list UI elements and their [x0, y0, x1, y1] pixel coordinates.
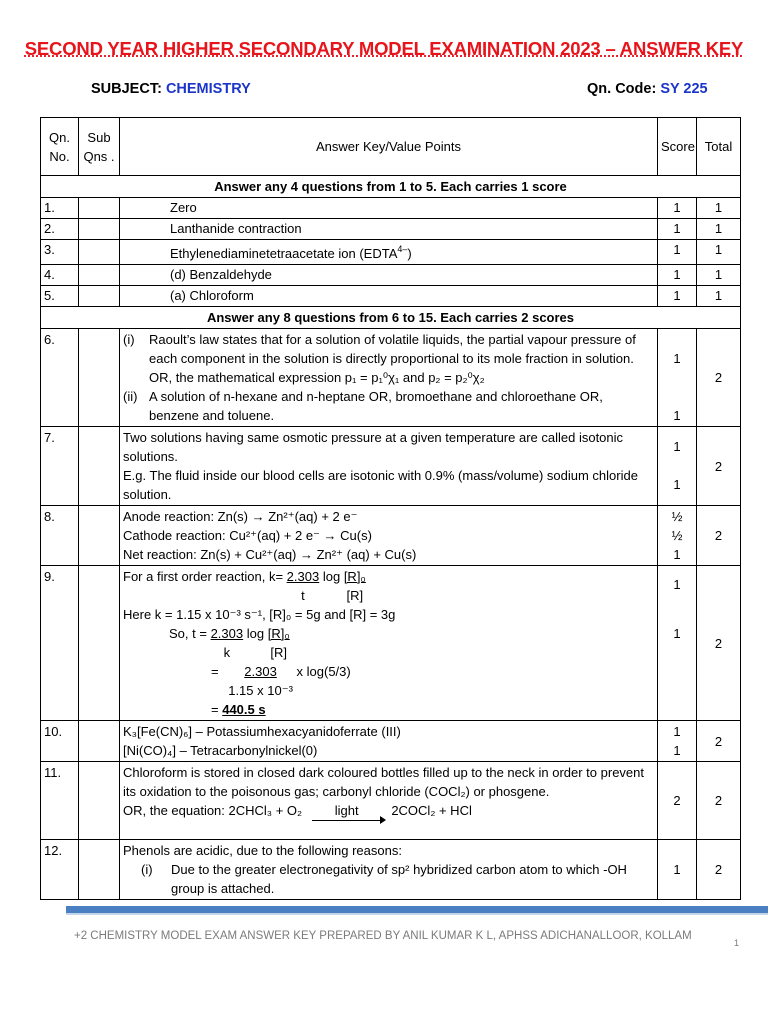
table-row: [41, 219, 741, 240]
question-number: 9.: [41, 566, 79, 721]
answer-key-table: [40, 117, 741, 900]
answer-text: [120, 329, 658, 427]
score-value: 1: [658, 240, 697, 265]
table-row: [41, 240, 741, 265]
score-value: 1: [658, 840, 697, 900]
answer-text: Lanthanide contraction: [120, 219, 658, 240]
subject-label: SUBJECT:: [91, 81, 162, 97]
sub-question: [79, 240, 120, 265]
header-qn-no: Qn. No.: [41, 118, 79, 176]
table-row: [41, 427, 741, 506]
answer-text: [120, 240, 658, 265]
total-value: 2: [697, 329, 741, 427]
subject-value: CHEMISTRY: [165, 81, 251, 97]
table-row: [41, 265, 741, 286]
table-row: [41, 721, 741, 762]
sub-question: [79, 762, 120, 840]
page-title: SECOND YEAR HIGHER SECONDARY MODEL EXAMINATION 2023 – ANSWER KEY: [24, 38, 744, 59]
total-value: 2: [697, 840, 741, 900]
score-value: 1: [658, 265, 697, 286]
score-value: 2: [658, 762, 697, 840]
section-heading-2: Answer any 8 questions from 6 to 15. Each carries 2 scores: [41, 307, 741, 329]
score-value: 1 1: [658, 329, 697, 427]
header-total: Total: [697, 118, 741, 176]
question-number: 1.: [41, 198, 79, 219]
total-value: 2: [697, 762, 741, 840]
question-number: 11.: [41, 762, 79, 840]
sub-question: [79, 566, 120, 721]
footer-divider: [66, 906, 768, 913]
sub-question: [79, 506, 120, 566]
score-value: 1: [658, 286, 697, 307]
score-value: 1 1: [658, 566, 697, 721]
table-row: [41, 286, 741, 307]
sub-question: [79, 219, 120, 240]
answer-close: ): [407, 246, 412, 261]
answer-text: Chloroform is stored in closed dark coloured bottles filled up to the neck in order to prevent its oxidation to the poisonous gas; carbonyl chloride (COCl₂) or phosgene. OR, the equation: 2CHCl₃ + O₂ light 2COCl₂ + HCl: [120, 762, 658, 840]
total-value: 2: [697, 721, 741, 762]
sub-answer-ii: (ii) A solution of n-hexane and n-heptane OR, bromoethane and chloroethane OR, benzene and toluene.: [123, 389, 603, 423]
sub-question: [79, 427, 120, 506]
page-number: 1: [734, 938, 740, 948]
table-row: [41, 762, 741, 840]
question-number: 12.: [41, 840, 79, 900]
table-row: [41, 198, 741, 219]
header-score: Score: [658, 118, 697, 176]
table-row: [41, 840, 741, 900]
score-value: ½ ½ 1: [658, 506, 697, 566]
score-value: 1 1: [658, 427, 697, 506]
header-sub-qns: Sub Qns .: [79, 118, 120, 176]
sub-question: [79, 329, 120, 427]
answer-text: Zero: [120, 198, 658, 219]
sub-question: [79, 198, 120, 219]
total-value: 2: [697, 566, 741, 721]
sub-question: [79, 265, 120, 286]
question-number: 6.: [41, 329, 79, 427]
answer-text: For a first order reaction, $k= \frac{2.303}{t}$ $\log \frac{\text{[R]₀}}{[R]}$ Here k = 1.15 x 10⁻³ s⁻¹, [R]₀ = 5g and [R] = 3g So, $t = \frac{2.303}{k}$ $\log \frac{\text{[R]₀}}{[R]}$ = $\frac{2.303}{\text{1.15 x 10⁻³}}$ x log(5/3) = 440.5 s: [120, 566, 658, 721]
question-number: 2.: [41, 219, 79, 240]
total-value: 1: [697, 198, 741, 219]
qcode-label: Qn. Code:: [587, 81, 657, 97]
total-value: 1: [697, 265, 741, 286]
answer-text: (d) Benzaldehyde: [120, 265, 658, 286]
total-value: 2: [697, 506, 741, 566]
score-value: 1: [658, 219, 697, 240]
answer-text: K₃[Fe(CN)₆] – Potassiumhexacyanidoferrate (III) [Ni(CO)₄] – Tetracarbonylnickel(0): [120, 721, 658, 762]
sub-question: [79, 721, 120, 762]
sub-question: [79, 286, 120, 307]
question-number: 4.: [41, 265, 79, 286]
table-header-row: [41, 118, 741, 176]
question-number: 5.: [41, 286, 79, 307]
question-number: 10.: [41, 721, 79, 762]
score-value: 1: [658, 198, 697, 219]
total-value: 1: [697, 240, 741, 265]
result-line: = 440.5 s: [211, 702, 266, 717]
table-row: [41, 506, 741, 566]
sub-answer-i: (i) Due to the greater electronegativity of sp² hybridized carbon atom to which -OH group is attached.: [141, 862, 627, 896]
qcode-value: SY 225: [660, 81, 708, 97]
subject-line: [91, 81, 251, 97]
table-row: [41, 329, 741, 427]
question-number: 3.: [41, 240, 79, 265]
phosgene-equation: OR, the equation: 2CHCl₃ + O₂ light 2COCl₂ + HCl: [123, 801, 654, 821]
answer-text: Two solutions having same osmotic pressure at a given temperature are called isotonic solutions. E.g. The fluid inside our blood cells are isotonic with 0.9% (mass/volume) sodium chloride solution.: [120, 427, 658, 506]
total-value: 1: [697, 219, 741, 240]
footer-text: +2 CHEMISTRY MODEL EXAM ANSWER KEY PREPARED BY ANIL KUMAR K L, APHSS ADICHANALLOOR, KOLLAM: [74, 930, 692, 942]
answer-text: (a) Chloroform: [120, 286, 658, 307]
section-heading-1: Answer any 4 questions from 1 to 5. Each carries 1 score: [41, 176, 741, 198]
answer-text: Phenols are acidic, due to the following reasons: (i) Due to the greater electronegativity of sp² hybridized carbon atom to which -OH group is attached.: [120, 840, 658, 900]
answer-superscript: 4–: [397, 244, 408, 254]
rate-constant-formula: For a first order reaction, $k= \frac{2.303}{t}$ $\log \frac{\text{[R]₀}}{[R]}$: [123, 569, 366, 603]
total-value: 2: [697, 427, 741, 506]
substitution-line: = $\frac{2.303}{\text{1.15 x 10⁻³}}$ x log(5/3): [211, 664, 351, 698]
question-code-line: [587, 81, 708, 97]
question-number: 7.: [41, 427, 79, 506]
sub-answer-i: (i) Raoult’s law states that for a solution of volatile liquids, the partial vapour pressure of each component in the solution is directly proportional to its mole fraction in solution. OR, the mathematical expression p₁ = p₁⁰χ₁ and p₂ = p₂⁰χ₂: [123, 332, 636, 385]
score-value: 1 1: [658, 721, 697, 762]
answer-text: Anode reaction: Zn(s) → Zn²⁺(aq) + 2 e⁻ Cathode reaction: Cu²⁺(aq) + 2 e⁻ → Cu(s) Net reaction: Zn(s) + Cu²⁺(aq) → Zn²⁺ (aq) + Cu(s): [120, 506, 658, 566]
question-number: 8.: [41, 506, 79, 566]
header-answer: Answer Key/Value Points: [120, 118, 658, 176]
total-value: 1: [697, 286, 741, 307]
time-formula: So, $t = \frac{2.303}{k}$ $\log \frac{\text{[R]₀}}{[R]}$: [169, 626, 290, 660]
sub-question: [79, 840, 120, 900]
reaction-arrow: light: [312, 801, 382, 821]
table-row: [41, 566, 741, 721]
answer-main: Ethylenediaminetetraacetate ion (EDTA: [170, 246, 398, 261]
